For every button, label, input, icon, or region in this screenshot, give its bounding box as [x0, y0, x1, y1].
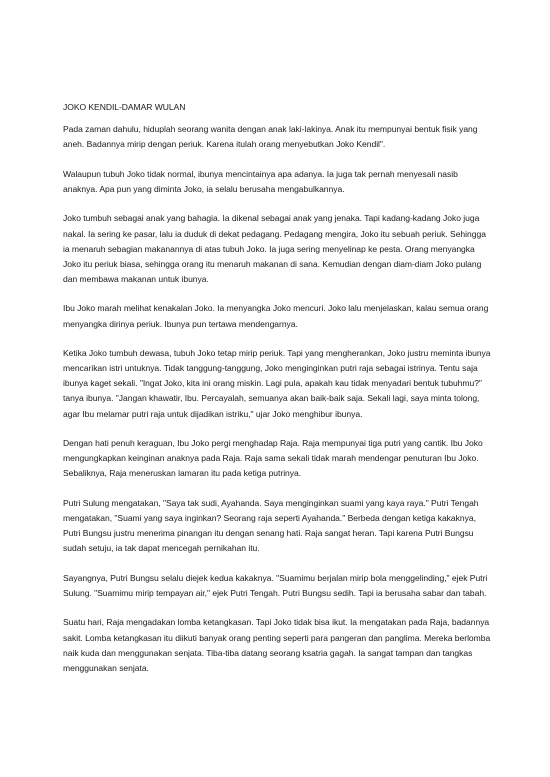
paragraph: Ibu Joko marah melihat kenakalan Joko. Ia menyangka Joko mencuri. Joko lalu menjelaskan, kalau semua orang menyangka dirinya periuk. Ibunya pun tertawa mendengarnya. — [63, 303, 489, 329]
document-title: JOKO KENDIL-DAMAR WULAN — [63, 102, 186, 112]
paragraph: Suatu hari, Raja mengadakan lomba ketangkasan. Tapi Joko tidak bisa ikut. Ia mengatakan pada Raja, badannya sakit. Lomba ketangkasan itu diikuti banyak orang penting seperti para pangeran dan panglima. Mereka berlomba naik kuda dan menggunakan senjata. Tiba-tiba datang seorang ksatria gagah. Ia sangat tampan dan tangkas menggunakan senjata. — [63, 617, 491, 673]
paragraph: Ketika Joko tumbuh dewasa, tubuh Joko tetap mirip periuk. Tapi yang mengherankan, Joko justru meminta ibunya mencarikan istri untuknya. Tidak tanggung-tanggung, Joko menginginkan putri raja sebagai istrinya. Tentu saja ibunya kaget sekali. "Ingat Joko, kita ini orang miskin. Lagi pula, apakah kau tidak menyadari bentuk tubuhmu?" tanya ibunya. "Jangan khawatir, Ibu. Percayalah, semuanya akan baik-baik saja. Sekali lagi, saya minta tolong, agar Ibu melamar putri raja untuk dijadikan istriku," ujar Joko menghibur ibunya. — [63, 348, 491, 419]
paragraph: Sayangnya, Putri Bungsu selalu diejek kedua kakaknya. "Suamimu berjalan mirip bola menggelinding," ejek Putri Sulung. "Suamimu mirip tempayan air," ejek Putri Tengah. Putri Bungsu sedih. Tapi ia berusaha sabar dan tabah. — [63, 572, 488, 598]
paragraph: Putri Sulung mengatakan, "Saya tak sudi, Ayahanda. Saya menginginkan suami yang kaya raya." Putri Tengah mengatakan, "Suami yang saya inginkan? Seorang raja seperti Ayahanda." Berbeda dengan ketiga kakaknya, Putri Bungsu justru menerima pinangan itu dengan senang hati. Raja sangat heran. Tapi karena Putri Bungsu sudah setuju, ia tak dapat mencegah pernikahan itu. — [63, 497, 479, 554]
paragraph: Pada zaman dahulu, hiduplah seorang wanita dengan anak laki-lakinya. Anak itu mempunyai bentuk fisik yang aneh. Badannya mirip dengan periuk. Karena itulah orang menyebutkan Joko Kendil". — [63, 124, 478, 150]
paragraph: Dengan hati penuh keraguan, Ibu Joko pergi menghadap Raja. Raja mempunyai tiga putri yang cantik. Ibu Joko mengungkapkan keinginan anaknya pada Raja. Raja sama sekali tidak marah mendengar penuturan Ibu Joko. Sebaliknya, Raja meneruskan lamaran itu pada ketiga putrinya. — [63, 438, 483, 479]
paragraph: Joko tumbuh sebagai anak yang bahagia. Ia dikenal sebagai anak yang jenaka. Tapi kadang-kadang Joko juga nakal. Ia sering ke pasar, lalu ia duduk di dekat pedagang. Pedagang mengira, Joko itu sebuah periuk. Sehingga ia menaruh sebagian makanannya di atas tubuh Joko. Ia juga sering menyelinap ke pesta. Orang menyangka Joko itu periuk biasa, sehingga orang itu menaruh makanan di sana. Kemudian dengan diam-diam Joko pulang dan membawa makanan untuk ibunya. — [63, 213, 486, 284]
paragraph: Walaupun tubuh Joko tidak normal, ibunya mencintainya apa adanya. Ia juga tak pernah menyesali nasib anaknya. Apa pun yang diminta Joko, ia selalu berusaha mengabulkannya. — [63, 168, 458, 194]
